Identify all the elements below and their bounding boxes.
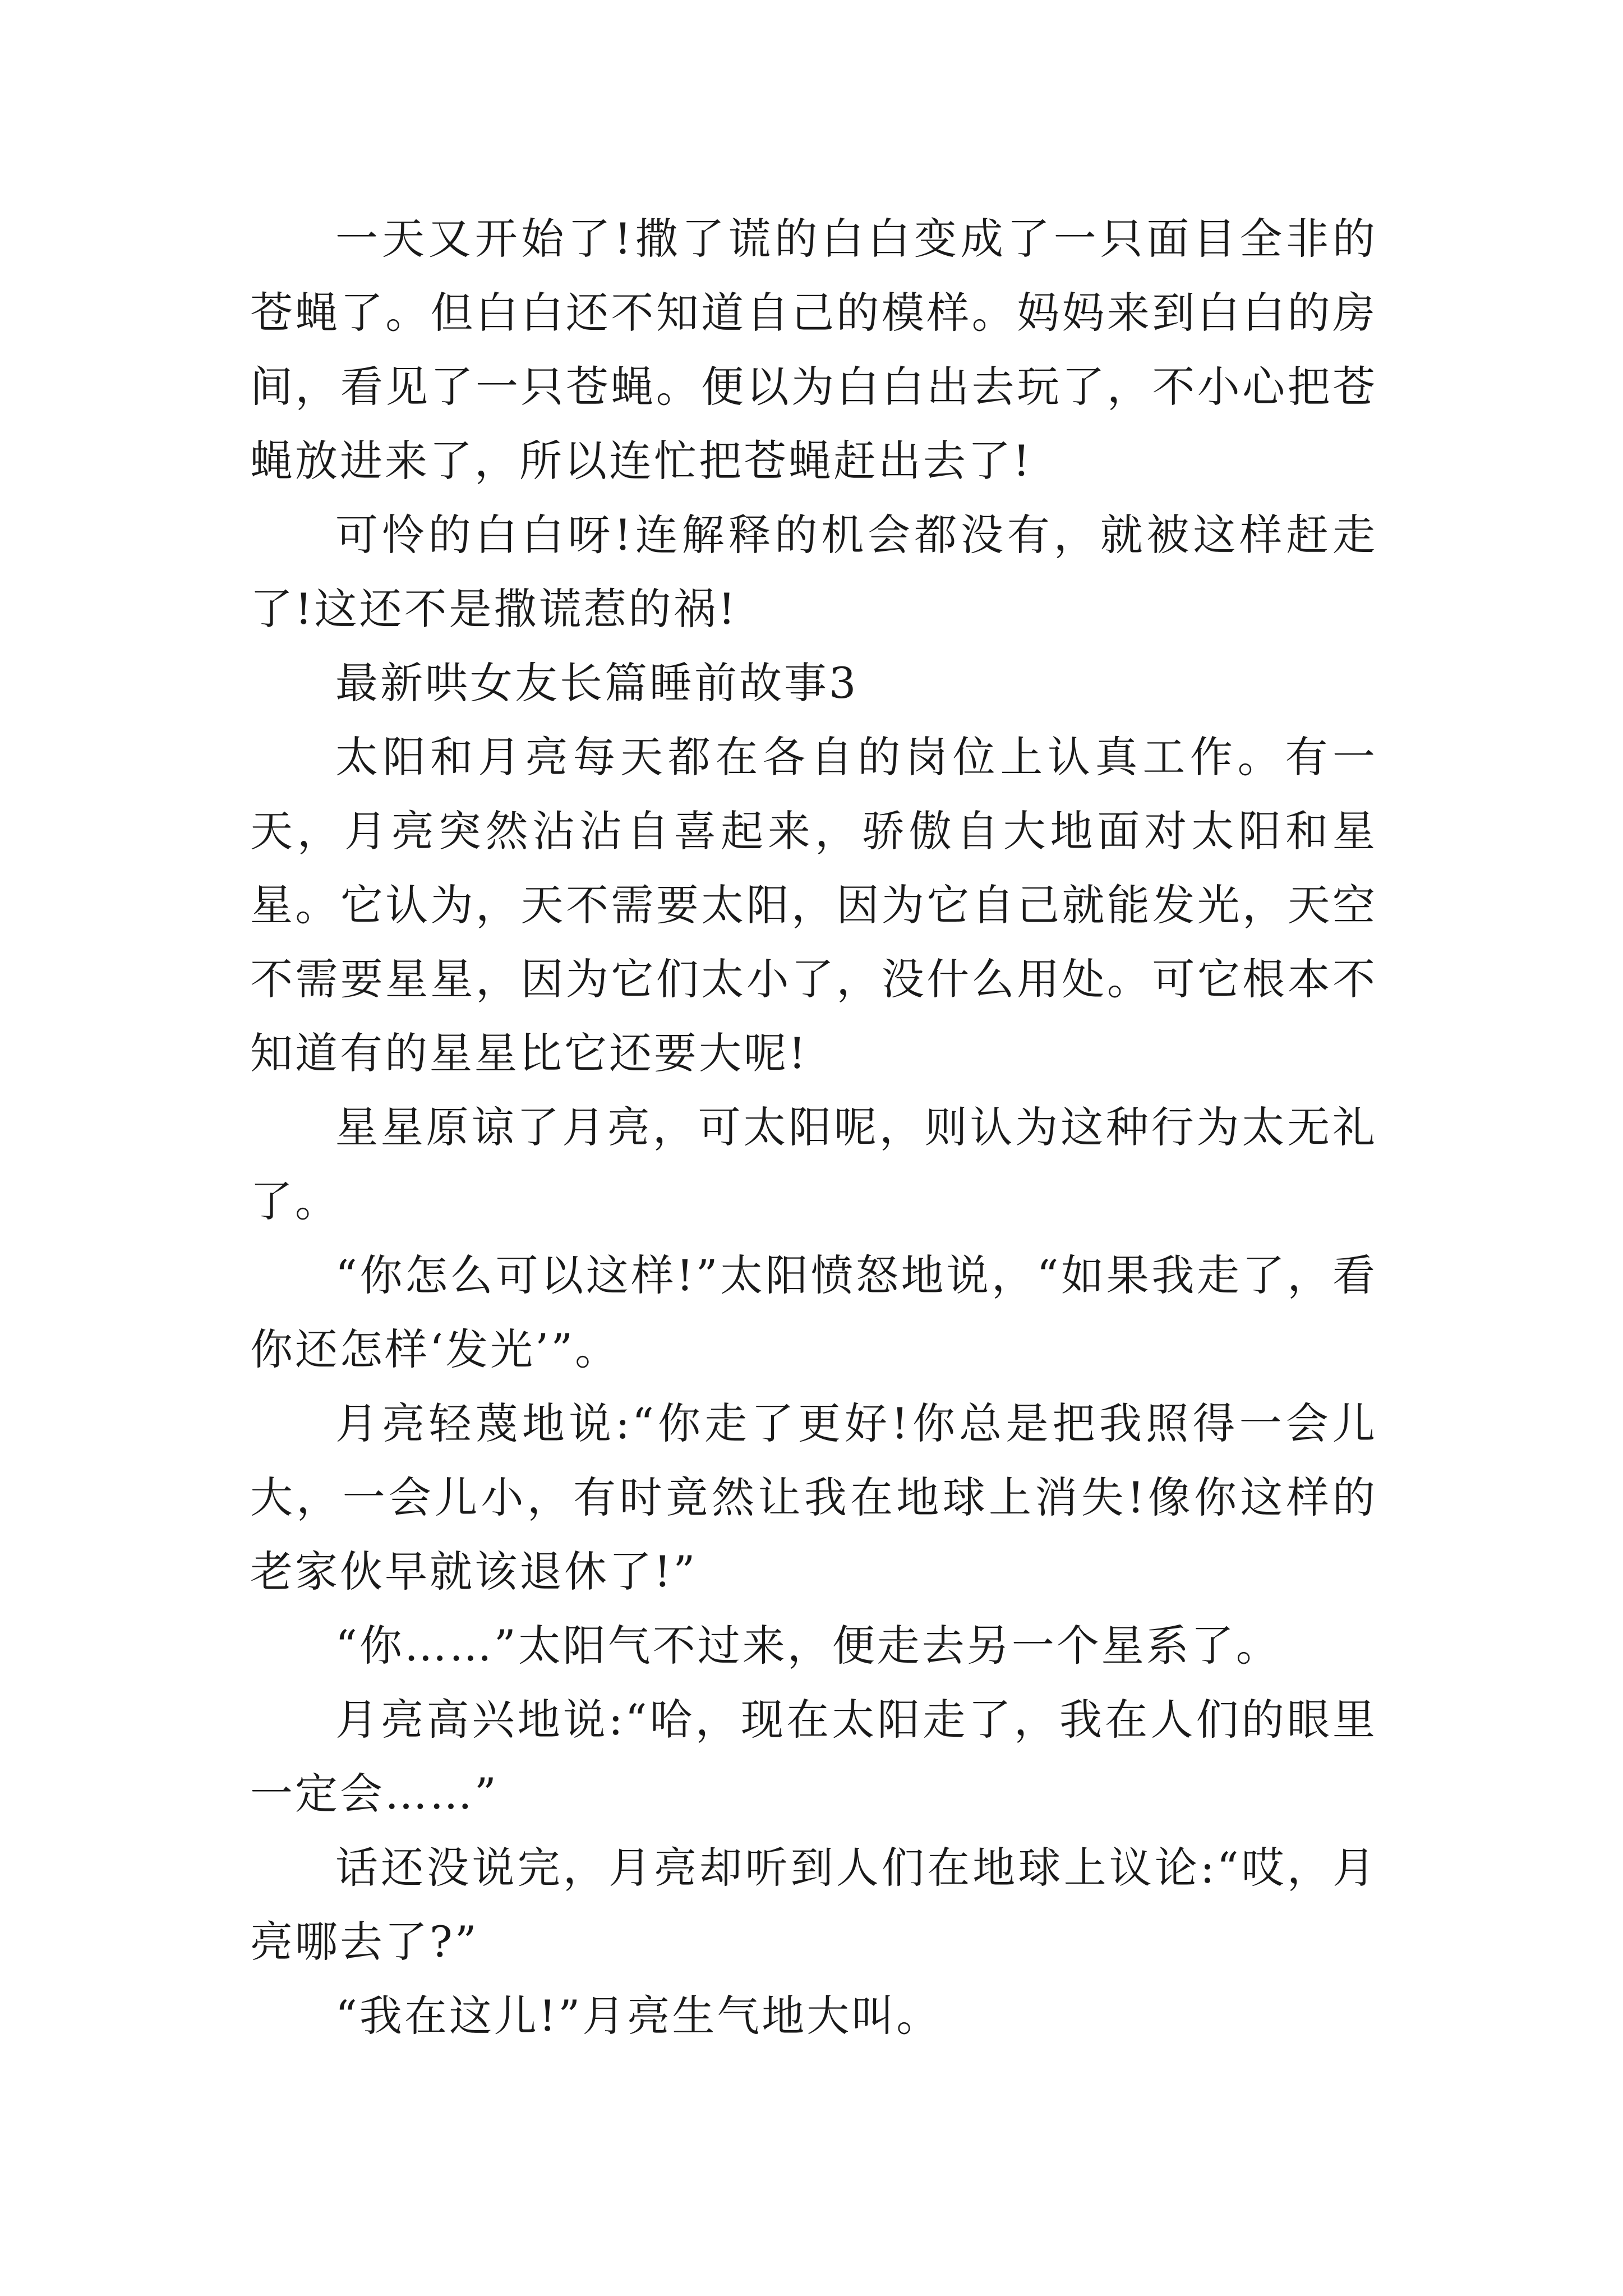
- paragraph-8: 月亮高兴地说:“哈，现在太阳走了，我在人们的眼里一定会……”: [250, 1695, 1377, 1819]
- paragraph-9: 话还没说完，月亮却听到人们在地球上议论:“哎，月亮哪去了?”: [250, 1843, 1377, 1967]
- paragraph-7: “你……”太阳气不过来，便走去另一个星系了。: [335, 1621, 1281, 1671]
- paragraph-3: 太阳和月亮每天都在各自的岗位上认真工作。有一天，月亮突然沾沾自喜起来，骄傲自大地面对太阳和星星。它认为，天不需要太阳，因为它自己就能发光，天空不需要星星，因为它们太小了，没什么用处。可它根本不知道有的星星比它还要大呢!: [250, 732, 1377, 1078]
- paragraph-1: 一天又开始了!撒了谎的白白变成了一只面目全非的苍蝇了。但白白还不知道自己的模样。妈妈来到白白的房间，看见了一只苍蝇。便以为白白出去玩了，不小心把苍蝇放进来了，所以连忙把苍蝇赶出去了!: [250, 214, 1377, 486]
- paragraph-6: 月亮轻蔑地说:“你走了更好!你总是把我照得一会儿大，一会儿小，有时竟然让我在地球上消失!像你这样的老家伙早就该退休了!”: [250, 1398, 1377, 1596]
- paragraph-5: “你怎么可以这样!”太阳愤怒地说，“如果我走了，看你还怎样‘发光’”。: [250, 1250, 1377, 1374]
- paragraph-10: “我在这儿!”月亮生气地大叫。: [335, 1991, 942, 2041]
- paragraph-2: 可怜的白白呀!连解释的机会都没有，就被这样赶走了!这还不是撒谎惹的祸!: [250, 510, 1377, 634]
- paragraph-4: 星星原谅了月亮，可太阳呢，则认为这种行为太无礼了。: [250, 1102, 1377, 1226]
- document-body: [250, 202, 1377, 2053]
- section-heading: 最新哄女友长篇睡前故事3: [335, 658, 859, 708]
